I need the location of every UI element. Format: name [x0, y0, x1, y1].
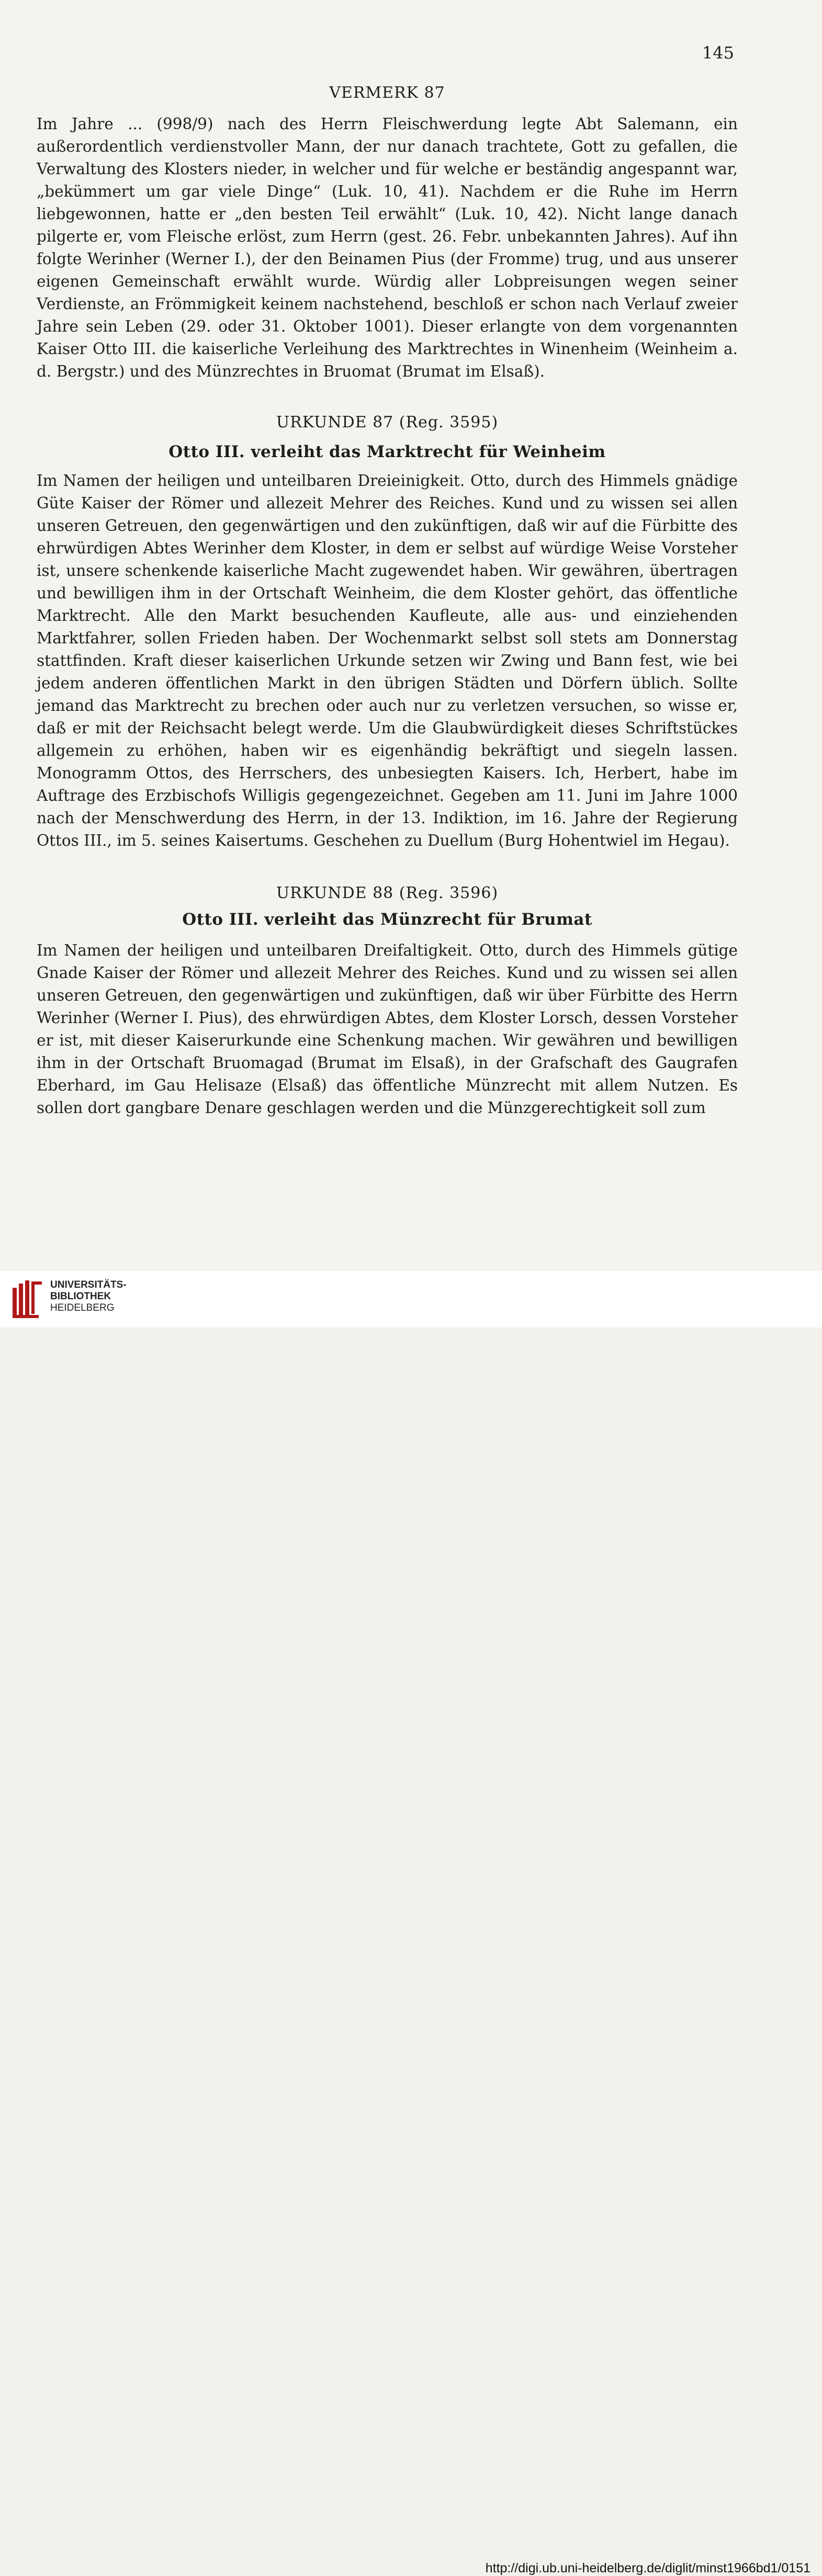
library-name-line2: BIBLIOTHEK [50, 1291, 111, 1302]
urkunde88-subheading: Otto III. verleiht das Münzrecht für Brumat [182, 910, 592, 929]
scanned-page [0, 0, 822, 1271]
library-logo-icon [9, 1277, 47, 1320]
urkunde88-text: Im Namen der heiligen und unteilbaren Dreifaltigkeit. Otto, durch des Himmels gütige Gnade Kaiser der Römer und allezeit Mehrer des Reiches. Kund und zu wissen sei allen unseren Getreuen, den gegenwärtigen und zukünftigen, daß wir über Fürbitte des Herrn Werinher (Werner I. Pius), des ehrwürdigen Abtes, dem Kloster Lorsch, dessen Vorsteher er ist, mit dieser Kaiserurkunde eine Schenkung machen. Wir gewähren und bewilligen ihm in der Ortschaft Bruomagad (Brumat im Elsaß), in der Grafschaft des Gaugrafen Eberhard, im Gau Helisaze (Elsaß) das öffentliche Münzrecht mit allem Nutzen. Es sollen dort gangbare Denare geschlagen werden und die Münzgerechtigkeit soll zum [37, 941, 738, 1117]
urkunde88-heading: URKUNDE 88 (Reg. 3596) [276, 884, 499, 902]
urkunde87-subheading: Otto III. verleiht das Marktrecht für Weinheim [168, 442, 606, 461]
library-name-line1: UNIVERSITÄTS- [50, 1279, 127, 1290]
library-name [50, 1279, 127, 1314]
page-number: 145 [702, 43, 734, 63]
library-name-line3: HEIDELBERG [50, 1302, 115, 1313]
urkunde87-text: Im Namen der heiligen und unteilbaren Dreieinigkeit. Otto, durch des Himmels gnädige Güte Kaiser der Römer und allezeit Mehrer des Reiches. Kund und zu wissen sei allen unseren Getreuen, den gegenwärtigen und den zukünftigen, daß wir auf die Fürbitte des ehrwürdigen Abtes Werinher dem Kloster, in dem er selbst auf würdige Weise Vorsteher ist, unsere schenkende kaiserliche Macht zugewendet haben. Wir gewähren, übertragen und bewilligen ihm in der Ortschaft Weinheim, die dem Kloster gehört, das öffentliche Marktrecht. Alle den Markt besuchenden Kaufleute, alle aus- und einziehenden Marktfahrer, sollen Frieden haben. Der Wochenmarkt selbst soll stets am Donnerstag stattfinden. Kraft dieser kaiserlichen Urkunde setzen wir Zwing und Bann fest, wie bei jedem anderen öffentlichen Markt in den übrigen Städten und Dörfern üblich. Sollte jemand das Marktrecht zu brechen oder auch nur zu verletzen versuchen, so wisse er, daß er mit der Reichsacht belegt werde. Um die Glaubwürdigkeit dieses Schriftstückes allgemein zu erhöhen, haben wir es eigenhändig bekräftigt und siegeln lassen. Monogramm Ottos, des Herrschers, des unbesiegten Kaisers. Ich, Herbert, habe im Auftrage des Erzbischofs Willigis gegengezeichnet. Gegeben am 11. Juni im Jahre 1000 nach der Menschwerdung des Herrn, in der 13. Indiktion, im 16. Jahre der Regierung Ottos III., im 5. seines Kaisertums. Geschehen zu Duellum (Burg Hohentwiel im Hegau). [37, 472, 738, 849]
vermerk-heading: VERMERK 87 [329, 84, 445, 102]
urkunde87-heading: URKUNDE 87 (Reg. 3595) [276, 413, 499, 432]
source-url[interactable]: http://digi.ub.uni-heidelberg.de/diglit/minst1966bd1/0151 [485, 2561, 810, 2575]
vermerk-text: Im Jahre ... (998/9) nach des Herrn Fleischwerdung legte Abt Salemann, ein außerordentlich verdienstvoller Mann, der nur danach trachtete, Gott zu gefallen, die Verwaltung des Klosters nieder, in welcher und für welche er beständig angespannt war, „bekümmert um gar viele Dinge“ (Luk. 10, 41). Nachdem er die Ruhe im Herrn liebgewonnen, hatte er „den besten Teil erwählt“ (Luk. 10, 42). Nicht lange danach pilgerte er, vom Fleische erlöst, zum Herrn (gest. 26. Febr. unbekannten Jahres). Auf ihn folgte Werinher (Werner I.), der den Beinamen Pius (der Fromme) trug, und aus unserer eigenen Gemeinschaft erwählt wurde. Würdig aller Lobpreisungen wegen seiner Verdienste, an Frömmigkeit keinem nachstehend, beschloß er schon nach Verlauf zweier Jahre sein Leben (29. oder 31. Oktober 1001). Dieser erlangte von dem vorgenannten Kaiser Otto III. die kaiserliche Verleihung des Marktrechtes in Winenheim (Weinheim a. d. Bergstr.) und des Münzrechtes in Bruomat (Brumat im Elsaß). [37, 115, 738, 380]
